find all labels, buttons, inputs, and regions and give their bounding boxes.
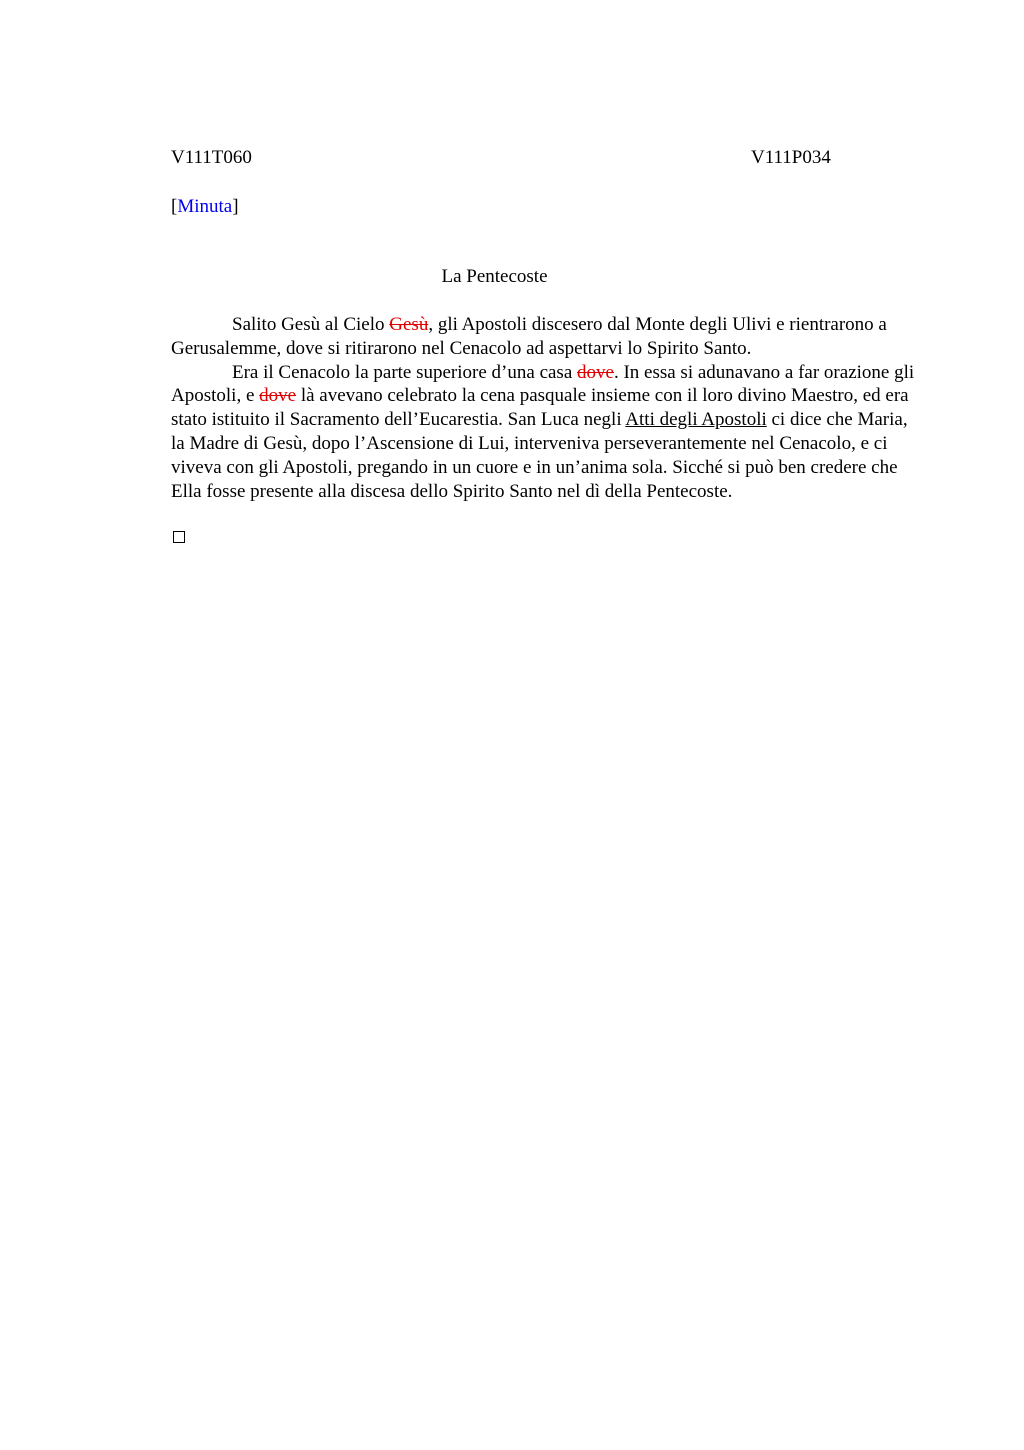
close-bracket: ] xyxy=(232,196,239,217)
paragraph-2-text-c: là avevano celebrato la cena pasquale insieme con il loro divino Maestro, ed era stato istituito il Sacramento dell’Eucarestia. San Luca negli xyxy=(171,385,909,431)
paragraph-2-text-d: ci dice che Maria, la Madre di Gesù, dopo l’Ascensione di Lui, interveniva perseverantemente nel Cenacolo, e ci viveva con gli Apostoli, pregando in un cuore e in un’anima sola. Sicché si può ben credere che Ella fosse presente alla discesa dello Spirito Santo nel dì della Pentecoste. xyxy=(171,409,908,502)
paragraph-2-text-b: . In essa si adunavano a far orazione gli Apostoli, e xyxy=(171,361,915,407)
deleted-word: dove xyxy=(259,385,297,407)
paragraph-2 xyxy=(171,361,916,504)
minuta-note xyxy=(171,196,239,218)
open-bracket: [ xyxy=(171,196,178,217)
document-code-left: V111T060 xyxy=(171,147,252,168)
book-title-underlined: Atti degli Apostoli xyxy=(625,409,767,431)
end-checkbox-icon xyxy=(173,531,185,543)
minuta-link[interactable]: Minuta xyxy=(177,196,233,217)
document-code-right: V111P034 xyxy=(751,147,831,168)
paragraph-1 xyxy=(171,313,916,361)
paragraph-2-text-a: Era il Cenacolo la parte superiore d’una casa xyxy=(232,361,578,383)
document-body xyxy=(171,313,916,503)
document-title-row xyxy=(171,266,988,288)
deleted-word: dove xyxy=(577,361,614,383)
paragraph-1-text-a: Salito Gesù al Cielo xyxy=(232,314,390,335)
deleted-word: Gesù xyxy=(389,314,429,335)
document-title: La Pentecoste xyxy=(441,266,548,287)
paragraph-1-text-b: , gli Apostoli discesero dal Monte degli Ulivi e rientrarono a Gerusalemme, dove si ritirarono nel Cenacolo ad aspettarvi lo Spirito Santo. xyxy=(171,314,887,359)
